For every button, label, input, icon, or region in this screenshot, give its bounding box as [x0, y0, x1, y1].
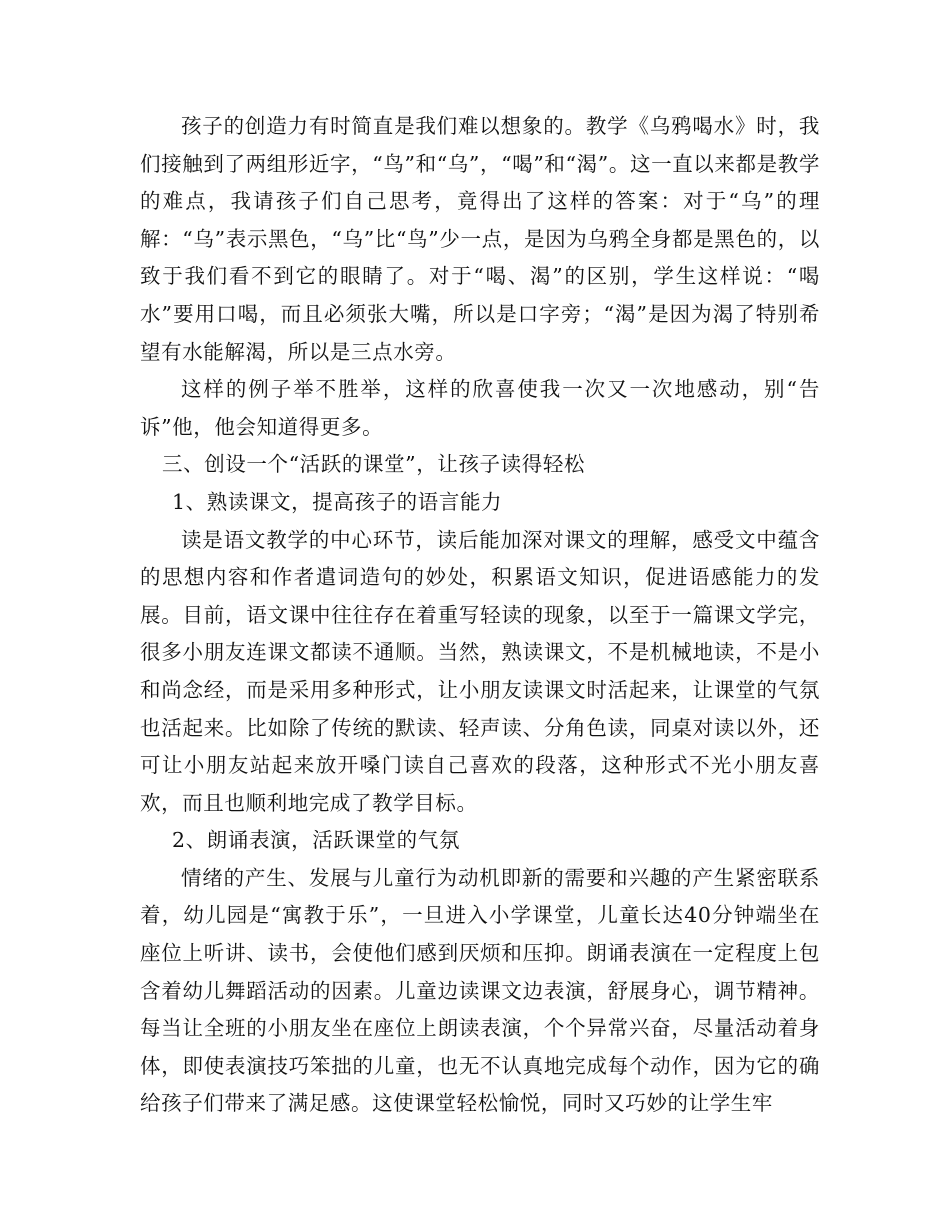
paragraph-recitation: 情绪的产生、发展与儿童行为动机即新的需要和兴趣的产生紧密联系着，幼儿园是“寓教于乐”，一旦进入小学课堂，儿童长达40分钟端坐在座位上听讲、读书，会使他们感到厌烦和压抑。朗诵表演在一定程度上包含着幼儿舞蹈活动的因素。儿童边读课文边表演，舒展身心，调节精神。每当让全班的小朋友坐在座位上朗读表演，个个异常兴奋，尽量活动着身体，即使表演技巧笨拙的儿童，也无不认真地完成每个动作，因为它的确给孩子们带来了满足感。这使课堂轻松愉悦，同时又巧妙的让学生牢: [140, 865, 820, 1116]
document-body: [140, 108, 820, 1123]
paragraph-creativity: 孩子的创造力有时简直是我们难以想象的。教学《乌鸦喝水》时，我们接触到了两组形近字，“鸟”和“乌”，“喝”和“渴”。这一直以来都是教学的难点，我请孩子们自己思考，竟得出了这样的答案：对于“乌”的理解：“乌”表示黑色，“乌”比“鸟”少一点，是因为乌鸦全身都是黑色的，以致于我们看不到它的眼睛了。对于“喝、渴”的区别，学生这样说：“喝水”要用口喝，而且必须张大嘴，所以是口字旁；“渴”是因为渴了特别希望有水能解渴，所以是三点水旁。: [140, 114, 820, 364]
subheading-1: 1、熟读课文，提高孩子的语言能力: [172, 489, 503, 514]
subheading-2: 2、朗诵表演，活跃课堂的气氛: [172, 828, 460, 853]
paragraph-examples: 这样的例子举不胜举，这样的欣喜使我一次又一次地感动，别“告诉”他，他会知道得更多。: [140, 377, 820, 439]
section-heading-3: 三、创设一个“活跃的课堂”，让孩子读得轻松: [162, 452, 586, 477]
paragraph-reading: 读是语文教学的中心环节，读后能加深对课文的理解，感受文中蕴含的思想内容和作者遣词造句的妙处，积累语文知识，促进语感能力的发展。目前，语文课中往往存在着重写轻读的现象，以至于一篇课文学完，很多小朋友连课文都读不通顺。当然，熟读课文，不是机械地读，不是小和尚念经，而是采用多种形式，让小朋友读课文时活起来，让课堂的气氛也活起来。比如除了传统的默读、轻声读、分角色读，同桌对读以外，还可让小朋友站起来放开嗓门读自己喜欢的段落，这种形式不光小朋友喜欢，而且也顺利地完成了教学目标。: [140, 527, 820, 815]
